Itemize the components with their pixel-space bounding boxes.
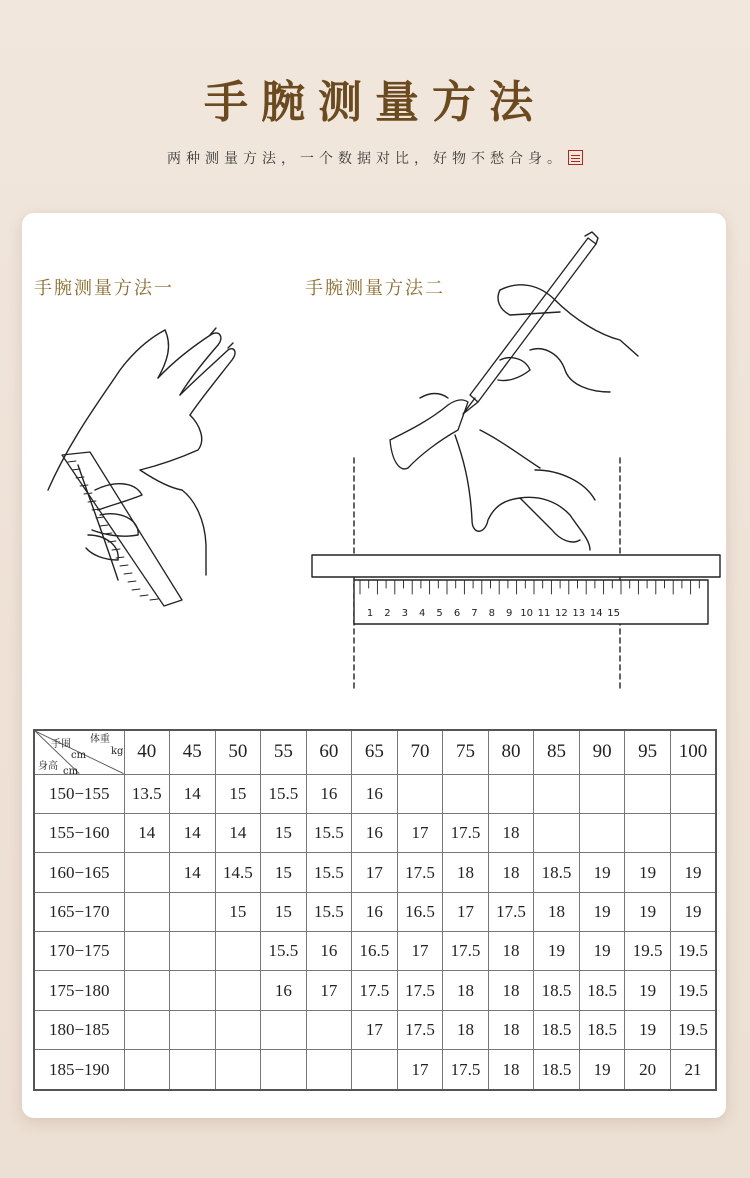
wrist-size-cell: 20	[625, 1050, 671, 1090]
wrist-size-cell: 19	[625, 892, 671, 931]
corner-weight-label: 体重	[90, 734, 110, 745]
wrist-size-cell	[261, 1050, 307, 1090]
wrist-size-cell	[124, 853, 170, 892]
wrist-size-cell: 14	[170, 853, 216, 892]
height-range-cell: 150−155	[34, 774, 124, 813]
wrist-size-cell: 14	[124, 813, 170, 852]
ruler-number: 2	[384, 608, 391, 619]
wrist-size-cell: 17	[397, 932, 443, 971]
corner-cm-label: cm	[71, 750, 87, 761]
wrist-size-cell: 16	[306, 774, 352, 813]
ruler-number: 8	[488, 608, 495, 619]
weight-header-cell: 45	[170, 730, 216, 774]
wrist-size-cell	[443, 774, 489, 813]
table-row	[34, 853, 716, 892]
wrist-size-cell: 17.5	[443, 932, 489, 971]
ruler-number: 15	[607, 608, 620, 619]
wrist-size-cell	[579, 813, 625, 852]
wrist-size-cell: 15	[215, 892, 261, 931]
table-row	[34, 774, 716, 813]
wrist-size-cell: 19.5	[625, 932, 671, 971]
wrist-size-cell	[534, 774, 580, 813]
wrist-size-cell: 19.5	[670, 932, 716, 971]
wrist-size-cell: 13.5	[124, 774, 170, 813]
wrist-size-cell	[215, 971, 261, 1010]
wrist-size-cell: 18	[488, 813, 534, 852]
height-range-cell: 175−180	[34, 971, 124, 1010]
wrist-size-cell: 17.5	[397, 853, 443, 892]
wrist-size-cell: 18	[488, 853, 534, 892]
weight-header-cell: 90	[579, 730, 625, 774]
wrist-size-cell: 15.5	[261, 932, 307, 971]
ruler-number: 1	[366, 608, 374, 619]
wrist-size-cell: 18.5	[534, 1050, 580, 1090]
wrist-size-cell: 14	[215, 813, 261, 852]
wrist-size-cell: 16	[306, 932, 352, 971]
size-table-body	[34, 730, 716, 1090]
wrist-size-cell: 19	[670, 853, 716, 892]
wrist-size-cell	[625, 813, 671, 852]
wrist-size-cell	[170, 1010, 216, 1049]
wrist-size-cell: 15	[215, 774, 261, 813]
corner-cm-label-bottom: cm	[63, 766, 79, 777]
wrist-size-cell: 17	[306, 971, 352, 1010]
ruler-number: 9	[506, 608, 513, 619]
table-row	[34, 892, 716, 931]
table-row	[34, 1010, 716, 1049]
wrist-size-cell: 14.5	[215, 853, 261, 892]
height-range-cell: 160−165	[34, 853, 124, 892]
wrist-size-cell	[170, 1050, 216, 1090]
height-range-cell: 170−175	[34, 932, 124, 971]
height-range-cell: 155−160	[34, 813, 124, 852]
wrist-size-cell	[170, 892, 216, 931]
wrist-size-cell	[534, 813, 580, 852]
wrist-size-cell	[306, 1050, 352, 1090]
wrist-size-cell: 19	[625, 1010, 671, 1049]
wrist-size-cell	[397, 774, 443, 813]
wrist-size-cell: 16	[261, 971, 307, 1010]
hand-tape-illustration	[48, 328, 235, 606]
ruler-number: 14	[589, 608, 603, 619]
ruler-numbers	[367, 608, 620, 619]
height-range-cell: 185−190	[34, 1050, 124, 1090]
weight-header-cell: 60	[306, 730, 352, 774]
ruler-number: 7	[471, 608, 478, 619]
wrist-size-cell: 15.5	[306, 813, 352, 852]
pen-strip-illustration	[390, 232, 638, 550]
wrist-size-cell: 18	[488, 932, 534, 971]
wrist-size-cell: 15.5	[261, 774, 307, 813]
weight-header-cell: 65	[352, 730, 398, 774]
ruler-number: 6	[453, 608, 461, 619]
wrist-size-cell: 14	[170, 813, 216, 852]
wrist-size-cell	[215, 932, 261, 971]
table-row	[34, 971, 716, 1010]
paper-strip	[312, 555, 720, 577]
wrist-size-cell: 19	[579, 1050, 625, 1090]
height-range-cell: 165−170	[34, 892, 124, 931]
wrist-size-cell: 17.5	[443, 813, 489, 852]
wrist-size-cell	[352, 1050, 398, 1090]
wrist-size-cell: 19	[579, 892, 625, 931]
wrist-size-cell: 18.5	[579, 1010, 625, 1049]
wrist-size-cell: 21	[670, 1050, 716, 1090]
wrist-size-cell: 19.5	[670, 971, 716, 1010]
wrist-size-cell: 16	[352, 774, 398, 813]
ruler-number: 10	[520, 608, 533, 619]
weight-header-cell: 85	[534, 730, 580, 774]
wrist-size-cell: 18	[534, 892, 580, 931]
wrist-size-cell: 15.5	[306, 853, 352, 892]
wrist-size-cell	[215, 1010, 261, 1049]
weight-header-row	[34, 730, 716, 774]
weight-header-cell: 40	[124, 730, 170, 774]
main-title: 手腕测量方法	[204, 77, 546, 128]
corner-wrist-label: 手围	[51, 739, 71, 750]
ruler-number: 5	[436, 608, 443, 619]
corner-kg-label: kg	[111, 746, 124, 757]
wrist-size-cell	[124, 932, 170, 971]
wrist-size-cell	[215, 1050, 261, 1090]
weight-header-cell: 95	[625, 730, 671, 774]
wrist-size-cell: 17.5	[488, 892, 534, 931]
ruler-number: 13	[572, 608, 586, 619]
wrist-size-cell	[124, 1010, 170, 1049]
weight-header-cell: 80	[488, 730, 534, 774]
wrist-size-cell	[124, 892, 170, 931]
wrist-size-cell: 15.5	[306, 892, 352, 931]
wrist-size-cell: 17	[397, 1050, 443, 1090]
wrist-size-cell: 15	[261, 892, 307, 931]
wrist-size-cell: 17	[352, 1010, 398, 1049]
wrist-size-cell: 18	[443, 1010, 489, 1049]
wrist-size-cell: 16	[352, 813, 398, 852]
wrist-size-cell: 17.5	[397, 1010, 443, 1049]
wrist-size-cell	[124, 971, 170, 1010]
wrist-size-cell: 16.5	[397, 892, 443, 931]
wrist-size-cell: 19	[625, 853, 671, 892]
wrist-size-cell: 14	[170, 774, 216, 813]
wrist-size-cell: 16.5	[352, 932, 398, 971]
ruler-number: 11	[537, 608, 551, 619]
wrist-size-cell: 18	[443, 853, 489, 892]
wrist-size-cell: 17.5	[352, 971, 398, 1010]
weight-header-cell: 50	[215, 730, 261, 774]
wrist-size-cell: 19	[579, 853, 625, 892]
wrist-size-cell: 18	[443, 971, 489, 1010]
wrist-size-cell	[670, 813, 716, 852]
ruler-number: 3	[401, 608, 408, 619]
wrist-size-cell: 19	[625, 971, 671, 1010]
wrist-size-cell: 17	[443, 892, 489, 931]
weight-header-cell: 55	[261, 730, 307, 774]
wrist-size-cell: 17	[352, 853, 398, 892]
height-range-cell: 180−185	[34, 1010, 124, 1049]
wrist-size-cell: 19	[670, 892, 716, 931]
corner-height-label: 身高	[38, 761, 58, 772]
wrist-size-cell: 19	[579, 932, 625, 971]
weight-header-cell: 100	[670, 730, 716, 774]
method-2-label: 手腕测量方法二	[305, 278, 445, 299]
subtitle: 两种测量方法，一个数据对比，好物不愁合身。	[167, 151, 566, 167]
wrist-size-cell: 18.5	[579, 971, 625, 1010]
wrist-size-cell	[261, 1010, 307, 1049]
wrist-size-cell: 18	[488, 971, 534, 1010]
wrist-size-cell: 18	[488, 1010, 534, 1049]
wrist-size-cell: 19	[534, 932, 580, 971]
wrist-size-cell	[306, 1010, 352, 1049]
size-table	[33, 729, 717, 1091]
method-1-label: 手腕测量方法一	[34, 278, 174, 299]
wrist-size-cell: 19.5	[670, 1010, 716, 1049]
wrist-size-cell: 15	[261, 813, 307, 852]
wrist-size-cell: 18.5	[534, 1010, 580, 1049]
table-row	[34, 813, 716, 852]
table-row	[34, 932, 716, 971]
wrist-size-cell	[124, 1050, 170, 1090]
wrist-size-cell	[170, 971, 216, 1010]
wrist-size-cell	[170, 932, 216, 971]
ruler-number: 12	[555, 608, 568, 619]
wrist-size-cell	[670, 774, 716, 813]
corner-header-cell	[34, 730, 124, 777]
wrist-size-cell: 18.5	[534, 971, 580, 1010]
wrist-size-cell: 18	[488, 1050, 534, 1090]
wrist-size-cell: 18.5	[534, 853, 580, 892]
wrist-size-cell: 16	[352, 892, 398, 931]
wrist-size-cell	[488, 774, 534, 813]
wrist-size-cell	[625, 774, 671, 813]
wrist-size-cell: 17.5	[443, 1050, 489, 1090]
wrist-size-cell: 15	[261, 853, 307, 892]
table-row	[34, 1050, 716, 1090]
wrist-size-cell	[579, 774, 625, 813]
weight-header-cell: 75	[443, 730, 489, 774]
ruler-number: 4	[419, 608, 426, 619]
weight-header-cell: 70	[397, 730, 443, 774]
wrist-size-cell: 17.5	[397, 971, 443, 1010]
wrist-size-cell: 17	[397, 813, 443, 852]
